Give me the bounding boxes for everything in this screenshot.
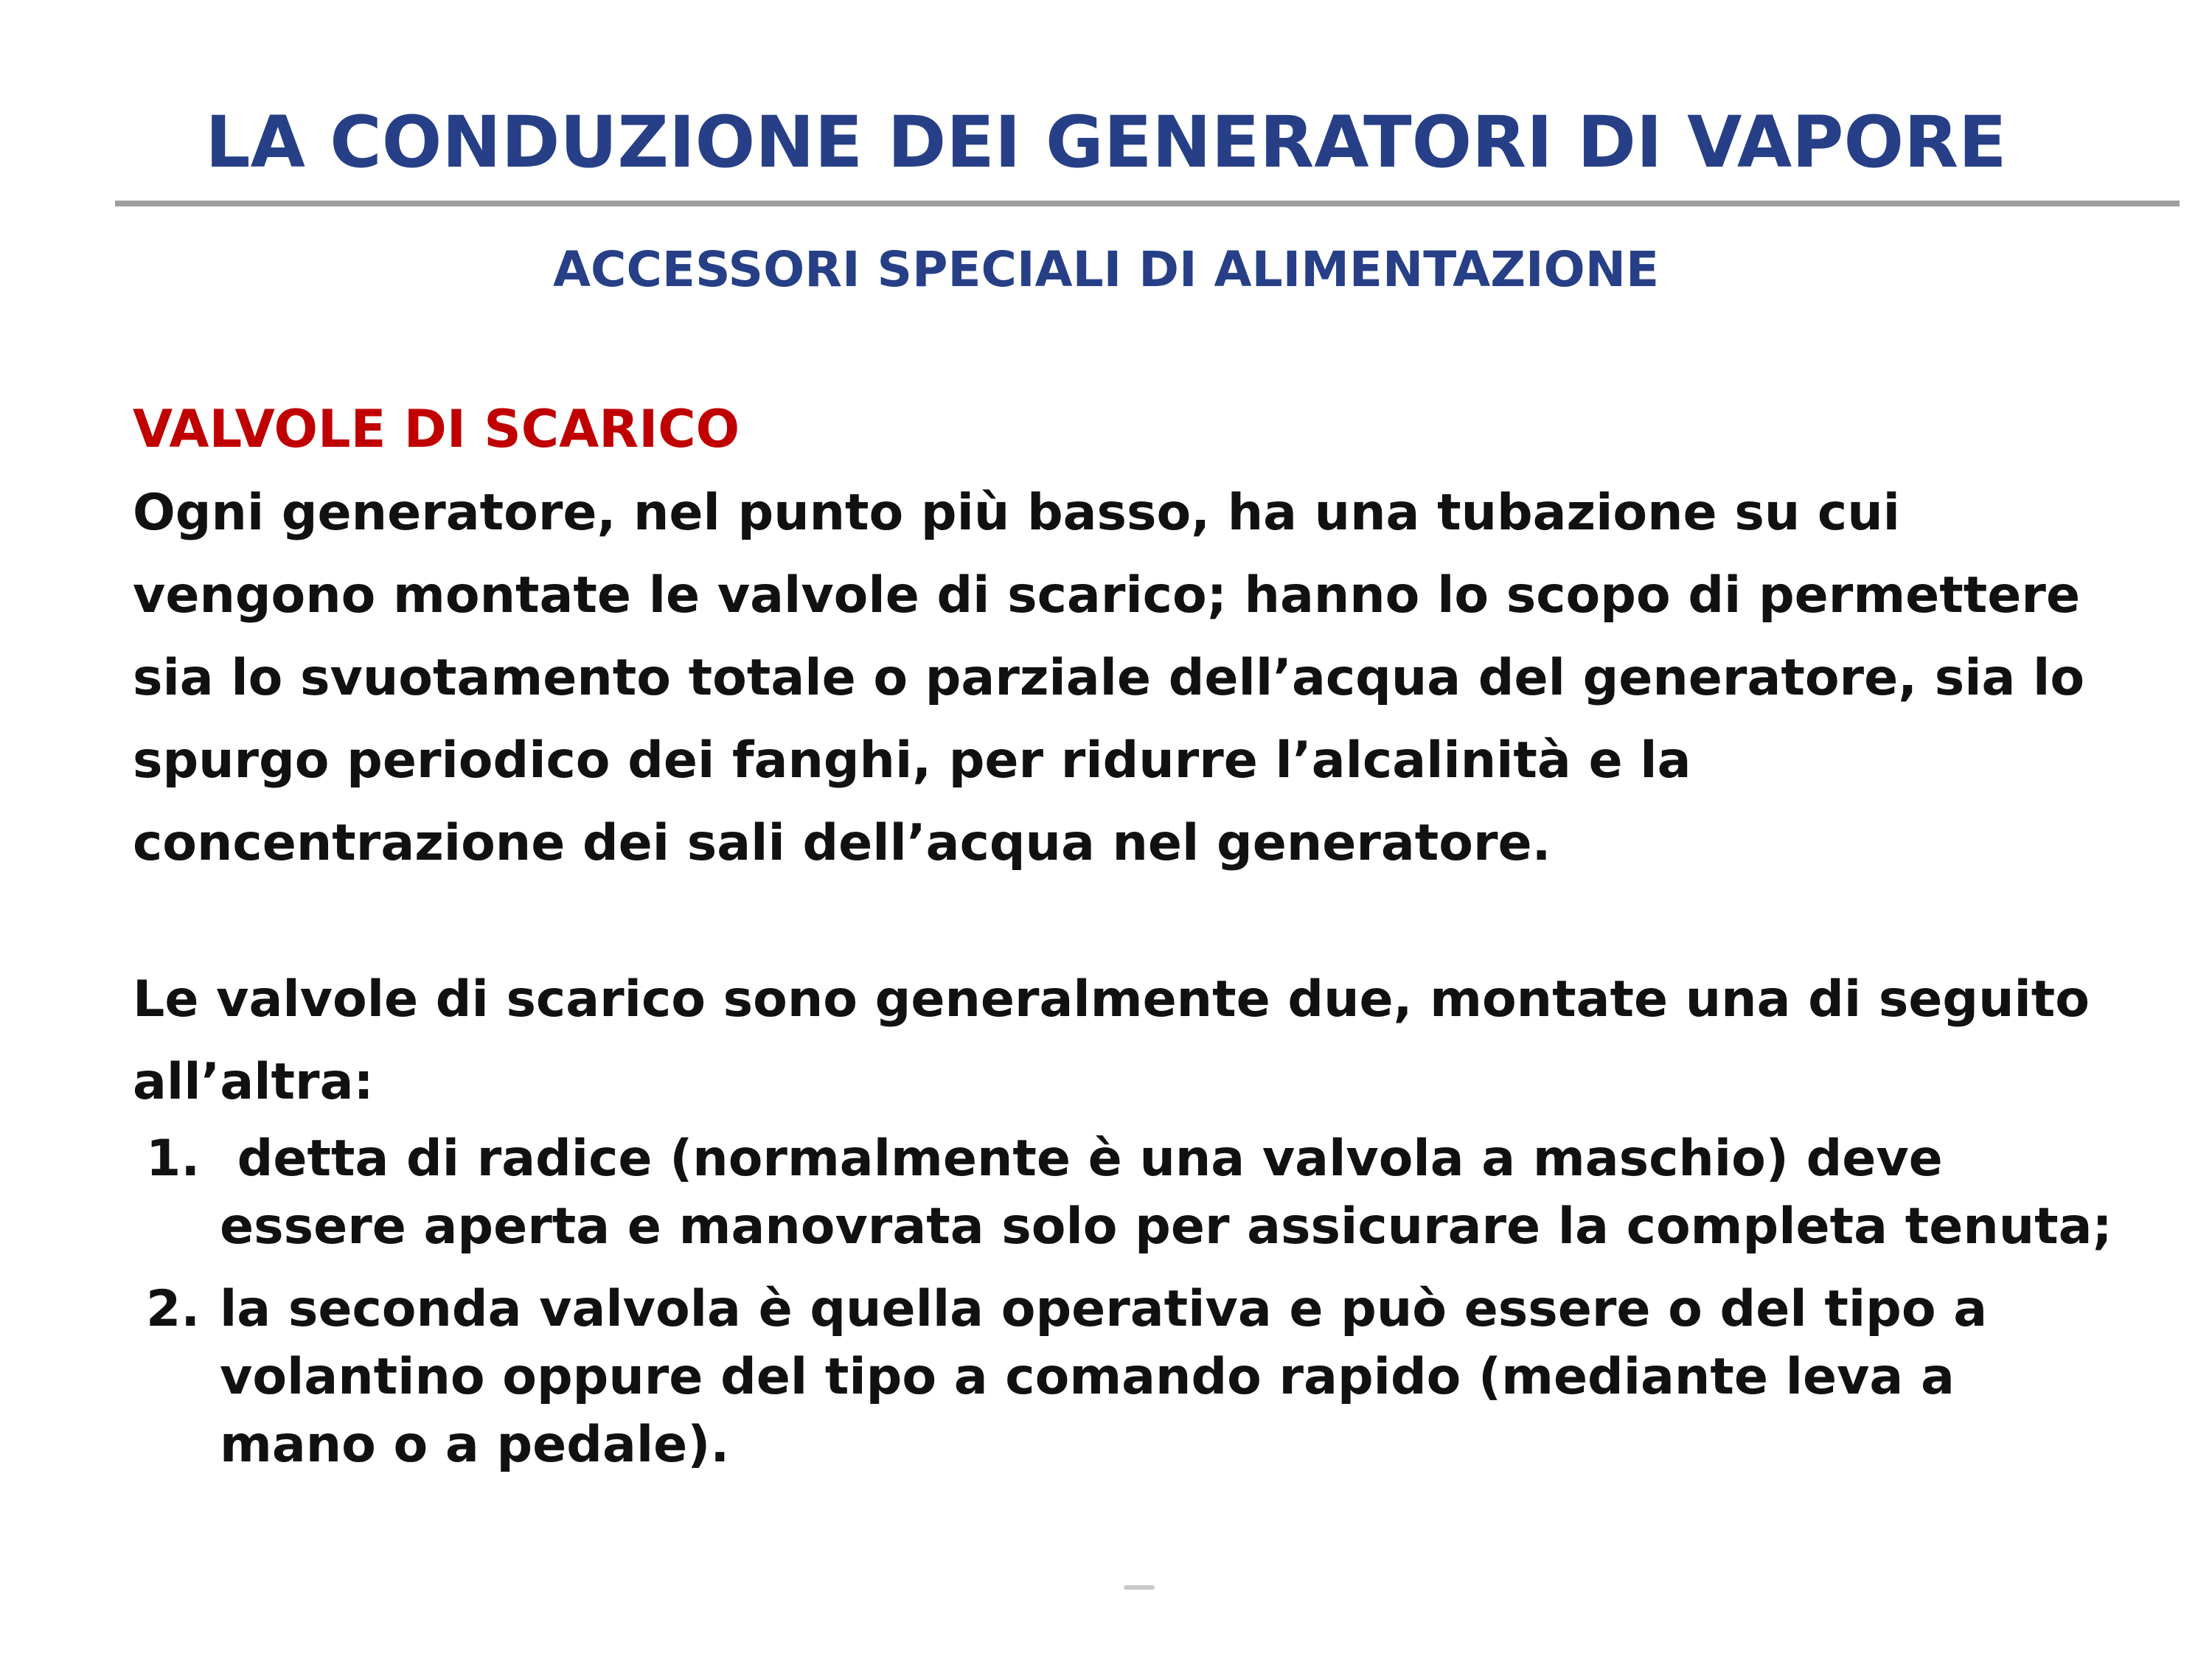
list-item-line: la seconda valvola è quella operativa e può essere o del tipo a xyxy=(220,1280,1988,1338)
list-item-number: 1. xyxy=(146,1130,201,1188)
list-item xyxy=(133,1125,2183,1261)
list-item-line: mano o a pedale). xyxy=(220,1416,730,1474)
paragraph-line: all’altra: xyxy=(133,1053,374,1111)
list-item-line: essere aperta e manovrata solo per assicurare la completa tenuta; xyxy=(220,1197,2112,1256)
list-item xyxy=(133,1276,2183,1479)
list-item-number: 2. xyxy=(146,1280,201,1338)
slide-title: LA CONDUZIONE DEI GENERATORI DI VAPORE xyxy=(205,101,2007,184)
title-divider xyxy=(115,201,2180,206)
footer-mark xyxy=(1124,1585,1155,1590)
paragraph-intro xyxy=(133,472,2168,885)
valve-list xyxy=(133,1125,2183,1494)
paragraph-valves xyxy=(133,959,2168,1124)
section-heading: VALVOLE DI SCARICO xyxy=(133,399,740,459)
paragraph-line: concentrazione dei sali dell’acqua nel generatore. xyxy=(133,814,1551,872)
list-item-line: detta di radice (normalmente è una valvola a maschio) deve xyxy=(220,1130,1943,1188)
paragraph-line: Ogni generatore, nel punto più basso, ha una tubazione su cui xyxy=(133,484,1900,542)
paragraph-line: Le valvole di scarico sono generalmente due, montate una di seguito xyxy=(133,970,2090,1029)
paragraph-line: sia lo svuotamento totale o parziale dell’acqua del generatore, sia lo xyxy=(133,649,2085,707)
list-item-line: volantino oppure del tipo a comando rapido (mediante leva a xyxy=(220,1348,1955,1406)
paragraph-line: vengono montate le valvole di scarico; hanno lo scopo di permettere xyxy=(133,566,2081,625)
paragraph-line: spurgo periodico dei fanghi, per ridurre l’alcalinità e la xyxy=(133,731,1691,790)
slide-subtitle: ACCESSORI SPECIALI DI ALIMENTAZIONE xyxy=(552,241,1660,298)
